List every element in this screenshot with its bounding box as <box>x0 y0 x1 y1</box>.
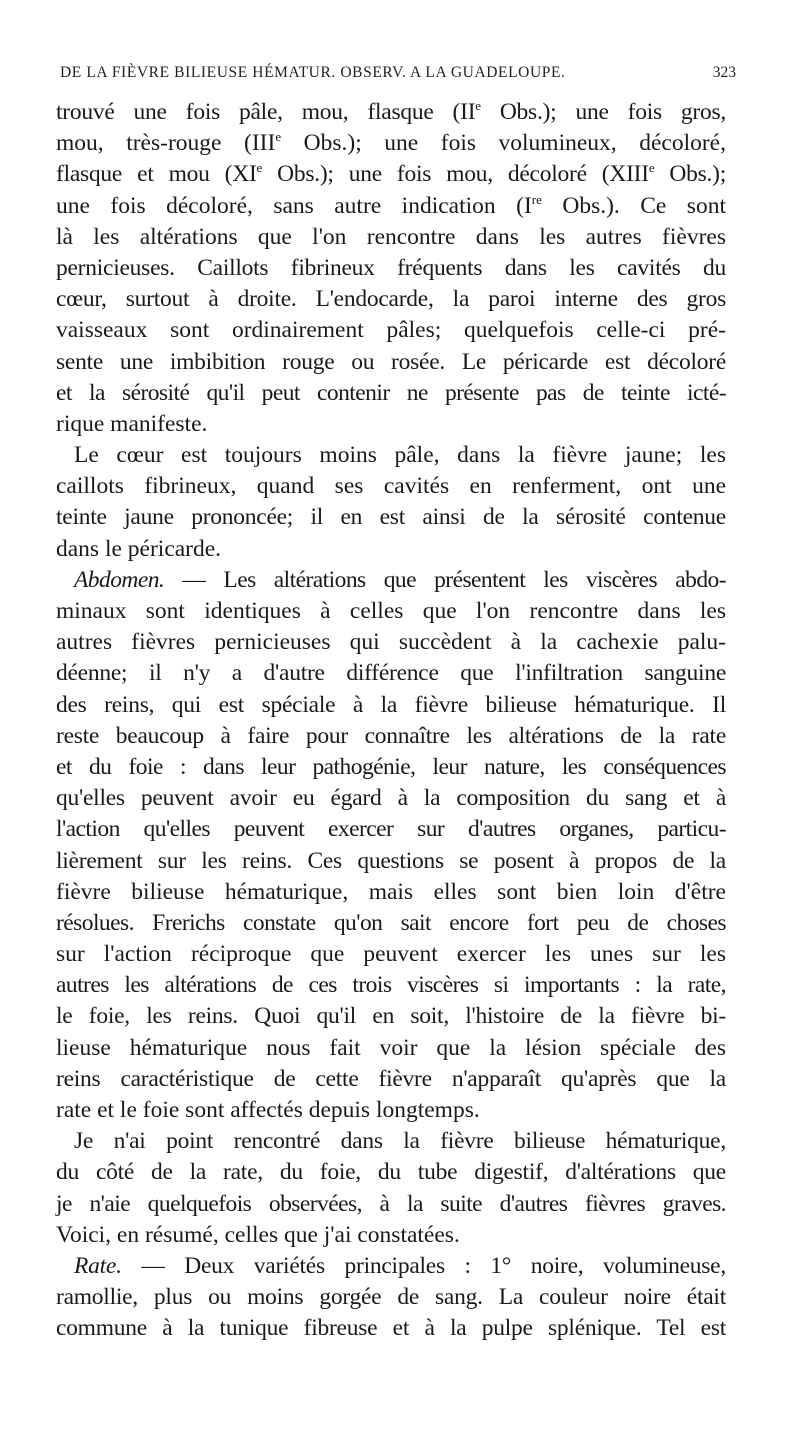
text-line: caillots fibrineux, quand ses cavités en renferment, ont une <box>56 473 726 500</box>
text-line: une fois décoloré, sans autre indication (Ire Obs.). Ce sont <box>56 191 726 219</box>
text-line: sur l'action réciproque que peuvent exercer les unes sur les <box>56 941 726 968</box>
text-line: minaux sont identiques à celles que l'on rencontre dans les <box>56 598 726 624</box>
text-line: Abdomen. — Les altérations que présentent les viscères abdo- <box>74 566 726 593</box>
text-line: vaisseaux sont ordinairement pâles; quelquefois celle-ci pré- <box>56 317 726 344</box>
text-line: reins caractéristique de cette fièvre n'apparaît qu'après que la <box>56 1065 726 1092</box>
text-line: cœur, surtout à droite. L'endocarde, la paroi interne des gros <box>56 286 726 313</box>
running-header <box>60 64 736 82</box>
text-line: teinte jaune prononcée; il en est ainsi de la sérosité contenue <box>56 504 726 531</box>
text-line: et la sérosité qu'il peut contenir ne présente pas de teinte icté- <box>56 379 726 406</box>
text-line: du côté de la rate, du foie, du tube digestif, d'altérations que <box>56 1159 726 1186</box>
text-line: pernicieuses. Caillots fibrineux fréquents dans les cavités du <box>56 254 726 281</box>
text-line: fièvre bilieuse hématurique, mais elles sont bien loin d'être <box>56 878 726 905</box>
page-number: 323 <box>712 64 736 81</box>
body-text <box>56 97 726 1345</box>
text-line: trouvé une fois pâle, mou, flasque (IIe Obs.); une fois gros, <box>56 98 726 125</box>
text-line: résolues. Frerichs constate qu'on sait encore fort peu de choses <box>56 909 726 936</box>
section-heading-rate: Rate. <box>74 1252 122 1279</box>
text-line: Le cœur est toujours moins pâle, dans la fièvre jaune; les <box>74 442 726 469</box>
text-line: commune à la tunique fibreuse et à la pulpe splénique. Tel est <box>56 1315 726 1342</box>
text-line: et du foie : dans leur pathogénie, leur nature, les conséquences <box>56 753 726 780</box>
text-line: qu'elles peuvent avoir eu égard à la composition du sang et à <box>56 785 726 812</box>
text-line: rate et le foie sont affectés depuis longtemps. <box>56 1097 480 1123</box>
text-line: le foie, les reins. Quoi qu'il en soit, l'histoire de la fièvre bi- <box>56 1003 726 1030</box>
text-line: mou, très-rouge (IIIe Obs.); une fois volumineux, décoloré, <box>56 129 726 157</box>
text-line: reste beaucoup à faire pour connaître les altérations de la rate <box>56 722 726 749</box>
text-line: je n'aie quelquefois observées, à la suite d'autres fièvres graves. <box>56 1190 726 1217</box>
text-line: des reins, qui est spéciale à la fièvre bilieuse hématurique. Il <box>56 691 726 718</box>
text-line: Rate. — Deux variétés principales : 1° noire, volumineuse, <box>74 1252 726 1279</box>
text-line: autres fièvres pernicieuses qui succèdent à la cachexie palu- <box>56 629 726 656</box>
text-line: là les altérations que l'on rencontre dans les autres fièvres <box>56 223 726 250</box>
text-line: flasque et mou (XIe Obs.); une fois mou, décoloré (XIIIe Obs.); <box>56 160 726 188</box>
text-line: rique manifeste. <box>56 410 208 437</box>
running-title: DE LA FIÈVRE BILIEUSE HÉMATUR. OBSERV. A LA GUADELOUPE. <box>60 64 566 81</box>
text-line: déenne; il n'y a d'autre différence que l'infiltration sanguine <box>56 660 726 687</box>
text-line: sente une imbibition rouge ou rosée. Le péricarde est décoloré <box>56 348 726 375</box>
text-line: lieuse hématurique nous fait voir que la lésion spéciale des <box>56 1034 726 1061</box>
section-heading-abdomen: Abdomen. <box>74 566 165 593</box>
text-line: l'action qu'elles peuvent exercer sur d'autres organes, particu- <box>56 816 726 843</box>
text-line: Je n'ai point rencontré dans la fièvre bilieuse hématurique, <box>74 1128 726 1155</box>
text-line: Voici, en résumé, celles que j'ai constatées. <box>56 1221 460 1248</box>
text-line: lièrement sur les reins. Ces questions se posent à propos de la <box>56 847 726 874</box>
text-line: autres les altérations de ces trois viscères si importants : la rate, <box>56 972 726 999</box>
text-line: ramollie, plus ou moins gorgée de sang. La couleur noire était <box>56 1284 726 1311</box>
text-line: dans le péricarde. <box>56 535 222 562</box>
